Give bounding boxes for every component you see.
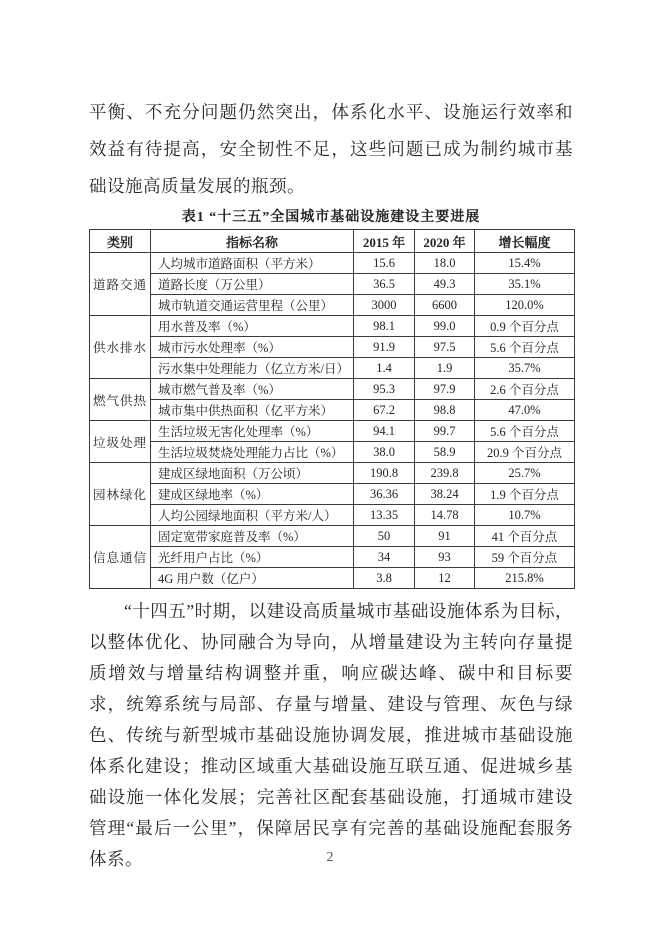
y2020-cell: 1.9 [415, 358, 475, 379]
table-row [90, 295, 575, 316]
y2015-cell: 38.0 [354, 442, 415, 463]
indicator-cell: 人均城市道路面积（平方米） [151, 253, 354, 274]
growth-cell: 20.9 个百分点 [475, 442, 575, 463]
growth-cell: 1.9 个百分点 [475, 484, 575, 505]
y2020-cell: 91 [415, 526, 475, 547]
growth-cell: 47.0% [475, 400, 575, 421]
column-header: 指标名称 [151, 230, 354, 253]
table-row [90, 484, 575, 505]
growth-cell: 5.6 个百分点 [475, 337, 575, 358]
table-row [90, 547, 575, 568]
indicator-cell: 人均公园绿地面积（平方米/人） [151, 505, 354, 526]
table-row [90, 526, 575, 547]
y2020-cell: 18.0 [415, 253, 475, 274]
column-header: 增长幅度 [475, 230, 575, 253]
column-header: 类别 [90, 230, 151, 253]
y2015-cell: 13.35 [354, 505, 415, 526]
table-row [90, 568, 575, 589]
indicator-cell: 4G 用户数（亿户） [151, 568, 354, 589]
table-header-row [90, 230, 575, 253]
indicator-cell: 污水集中处理能力（亿立方米/日） [151, 358, 354, 379]
indicator-cell: 固定宽带家庭普及率（%） [151, 526, 354, 547]
y2015-cell: 95.3 [354, 379, 415, 400]
column-header: 2015 年 [354, 230, 415, 253]
y2020-cell: 99.7 [415, 421, 475, 442]
growth-cell: 0.9 个百分点 [475, 316, 575, 337]
indicator-cell: 城市污水处理率（%） [151, 337, 354, 358]
y2020-cell: 93 [415, 547, 475, 568]
category-cell: 垃圾处理 [90, 421, 151, 463]
y2015-cell: 36.36 [354, 484, 415, 505]
y2020-cell: 98.8 [415, 400, 475, 421]
growth-cell: 35.7% [475, 358, 575, 379]
y2020-cell: 49.3 [415, 274, 475, 295]
indicator-cell: 建成区绿地率（%） [151, 484, 354, 505]
y2015-cell: 1.4 [354, 358, 415, 379]
table-row [90, 463, 575, 484]
y2015-cell: 94.1 [354, 421, 415, 442]
table-caption: 表1 “十三五”全国城市基础设施建设主要进展 [181, 210, 481, 225]
category-cell: 信息通信 [90, 526, 151, 589]
growth-cell: 59 个百分点 [475, 547, 575, 568]
growth-cell: 5.6 个百分点 [475, 421, 575, 442]
table-row [90, 379, 575, 400]
growth-cell: 215.8% [475, 568, 575, 589]
indicator-cell: 生活垃圾焚烧处理能力占比（%） [151, 442, 354, 463]
growth-cell: 25.7% [475, 463, 575, 484]
progress-table [89, 229, 575, 589]
growth-cell: 2.6 个百分点 [475, 379, 575, 400]
y2020-cell: 239.8 [415, 463, 475, 484]
y2020-cell: 58.9 [415, 442, 475, 463]
indicator-cell: 光纤用户占比（%） [151, 547, 354, 568]
table-row [90, 505, 575, 526]
table-row [90, 253, 575, 274]
indicator-cell: 用水普及率（%） [151, 316, 354, 337]
indicator-cell: 城市集中供热面积（亿平方米） [151, 400, 354, 421]
paragraph-intro: 平衡、不充分问题仍然突出，体系化水平、设施运行效率和效益有待提高，安全韧性不足，这些问题已成为制约城市基础设施高质量发展的瓶颈。 [89, 102, 573, 196]
y2020-cell: 97.5 [415, 337, 475, 358]
y2015-cell: 67.2 [354, 400, 415, 421]
growth-cell: 120.0% [475, 295, 575, 316]
table-row [90, 337, 575, 358]
y2020-cell: 14.78 [415, 505, 475, 526]
growth-cell: 35.1% [475, 274, 575, 295]
y2015-cell: 91.9 [354, 337, 415, 358]
indicator-cell: 城市燃气普及率（%） [151, 379, 354, 400]
y2020-cell: 6600 [415, 295, 475, 316]
y2015-cell: 98.1 [354, 316, 415, 337]
y2015-cell: 50 [354, 526, 415, 547]
y2020-cell: 12 [415, 568, 475, 589]
growth-cell: 15.4% [475, 253, 575, 274]
category-cell: 燃气供热 [90, 379, 151, 421]
table-header [90, 230, 575, 253]
table-row [90, 421, 575, 442]
y2015-cell: 15.6 [354, 253, 415, 274]
category-cell: 供水排水 [90, 316, 151, 379]
y2020-cell: 97.9 [415, 379, 475, 400]
growth-cell: 10.7% [475, 505, 575, 526]
page-number: 2 [326, 850, 334, 865]
growth-cell: 41 个百分点 [475, 526, 575, 547]
table-row [90, 274, 575, 295]
table-row [90, 400, 575, 421]
category-cell: 园林绿化 [90, 463, 151, 526]
table-row [90, 316, 575, 337]
y2015-cell: 34 [354, 547, 415, 568]
y2015-cell: 3.8 [354, 568, 415, 589]
indicator-cell: 城市轨道交通运营里程（公里） [151, 295, 354, 316]
table-row [90, 442, 575, 463]
y2020-cell: 99.0 [415, 316, 475, 337]
y2015-cell: 190.8 [354, 463, 415, 484]
table-body [90, 253, 575, 589]
indicator-cell: 建成区绿地面积（万公顷） [151, 463, 354, 484]
paragraph-body: “十四五”时期，以建设高质量城市基础设施体系为目标，以整体优化、协同融合为导向，从增量建设为主转向存量提质增效与增量结构调整并重，响应碳达峰、碳中和目标要求，统筹系统与局部、存量与增量、建设与管理、灰色与绿色、传统与新型城市基础设施协调发展，推进城市基础设施体系化建设；推动区域重大基础设施互联互通、促进城乡基础设施一体化发展；完善社区配套基础设施，打通城市建设管理“最后一公里”，保障居民享有完善的基础设施配套服务体系。 [89, 601, 573, 869]
indicator-cell: 道路长度（万公里） [151, 274, 354, 295]
table-row [90, 358, 575, 379]
column-header: 2020 年 [415, 230, 475, 253]
indicator-cell: 生活垃圾无害化处理率（%） [151, 421, 354, 442]
y2015-cell: 3000 [354, 295, 415, 316]
category-cell: 道路交通 [90, 253, 151, 316]
y2015-cell: 36.5 [354, 274, 415, 295]
y2020-cell: 38.24 [415, 484, 475, 505]
